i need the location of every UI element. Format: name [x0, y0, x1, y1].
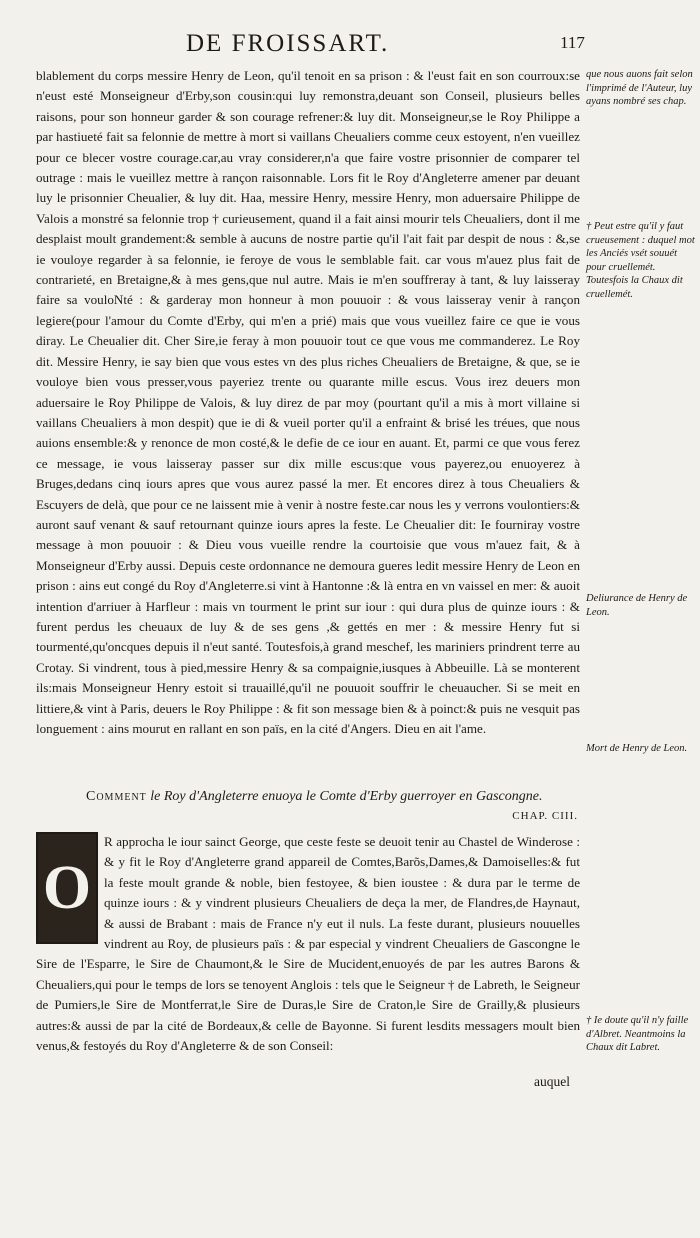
chapter-heading-title: le Roy d'Angleterre enuoya le Comte d'Erby guerroyer en Gascongne. — [150, 789, 543, 804]
main-text-block — [36, 66, 580, 739]
margin-note: † Peut estre qu'il y faut crueusement : duquel mot les Anciés vsét souuét pour cruellemét. Toutesfois la Chaux dit cruellemét. — [586, 221, 695, 300]
chapter-paragraph: R approcha le iour sainct George, que ceste feste se deuoit tenir au Chastel de Winderose : & y fit le Roy d'Angleterre grand appareil de Comtes,Barõs,Dames,& Damoiselles:& fut la feste moult grande & noble, bien festoyee, & bien ioustee : & dura par le terme de quinze iours : & y vindrent plusieurs Cheualiers de deça la mer, de Flandres,de Haynaut, & aussi de Brabant : mais de France n'y eut il nuls. La feste durant, plusieurs nouuelles vindrent au Roy, de plusieurs païs : & par especial y vindrent Cheualiers de Gascongne le Sire de l'Esparre, le Sire de Chaumont,& le Sire de Mucident,enuoyés de par les autres Barons & Cheualiers,qui pour le temps de lors se tenoyent Anglois : tels que le Seigneur † de Labreth, le Seigneur de Pumiers,le Sire de Montferrat,le Sire de Duras,le Sire de Craton,le Sire de Grailly,& plusieurs autres:& aussi de par la cité de Bordeaux,& celle de Bayonne. Si furent lesdits messagers moult bien venus,& festoyés du Roy d'Angleterre & de son Conseil: — [36, 834, 580, 1054]
chapter-number: CHAP. CIII. — [512, 810, 578, 822]
chapter-heading-caps: Comment — [86, 789, 147, 804]
chapter-text-block — [36, 832, 580, 1056]
chapter-heading — [86, 788, 586, 822]
page-number: 117 — [560, 33, 585, 52]
catchword: auquel — [534, 1074, 570, 1089]
margin-note: que nous auons fait selon l'imprimé de l'Auteur, luy ayans nombré ses chap. — [586, 69, 693, 107]
margin-note: † Ie doute qu'il n'y faille d'Albret. Neantmoins la Chaux dit Labret. — [586, 1015, 689, 1053]
decorated-initial: O — [36, 832, 98, 944]
margin-note: Deliurance de Henry de Leon. — [586, 593, 688, 618]
main-paragraph: blablement du corps messire Henry de Leon, qu'il tenoit en sa prison : & l'eust fait en son courroux:se n'eust esté Monseigneur d'Erby,son cousin:qui luy remonstra,deuant son Conseil, plusieurs belles raisons, pour son honneur garder & son courage refrener:& luy dit. Monseigneur,se le Roy Philippe a par hastiueté fait sa felonnie de mettre à mort si vaillans Cheualiers comme ceux estoyent, n'en vueillez pour ce blecer vostre courage.car,au vray considerer,n'a que faire vostre prisonnier de comparer tel outrage : mais le vueillez mettre à rançon raisonnable. Lors fit le Roy d'Angleterre amener par deuant luy le prisonnier Cheualier, & luy dit. Haa, messire Henry, messire Henry, mon aduersaire Philippe de Valois a monstré sa felonnie trop † curieusement, quand il a fait ainsi mourir tels Cheualiers, dont il me desplaist moult grandement:& semble à aucuns de nostre partie qu'il l'ait fait par despit de nous : &,se ie vouloye regarder à sa felonnie, ie feroye de vous le semblable fait. car vous m'auez plus fait de contrarieté, en Bretaigne,& à mes gens,que nul autre. Mais ie m'en souffreray à tant, & luy laisseray faire sa vouloNté : & garderay mon honneur à mon pouuoir : & vous laisseray venir à rançon legiere(pour l'amour du Comte d'Erby, qui m'en a prié) mais que vous vueillez faire ce que ie vous diray. Le Cheualier dit. Cher Sire,ie feray à mon pouuoir tout ce que vous me commanderez. Le Roy dit. Messire Henry, ie say bien que vous estes vn des plus riches Cheualiers de Bretaigne, & que, se ie vouloye bien vous presser,vous payeriez trente ou quarante mille escus. Vous irez deuers mon aduersaire le Roy Philippe de Valois, & luy direz de par moy (pourtant qu'il a mis à mort villaine si vaillans Cheualiers à mon despit) que ie di & vueil porter qu'il a enfraint & brisé les tréues, que nous auions ensemble:& y renonce de mon costé,& le defie de ce iour en auant. Et, parmi ce que vous ferez ce message, ie vous laisseray passer sur dix mille escus:que vous payerez,ou enuoyerez à Bruges,dedans cinq iours apres que vous aurez passé la mer. Et encores direz à tous Cheualiers & Escuyers de delà, que pour ce ne laissent mie à venir à nostre feste.car nous les y verrons voulontiers:& auront sauf venant & sauf retournant quinze iours apres la feste. Le Cheualier dit: Ie fourniray vostre message à mon pouuoir : & Dieu vous vueille rendre la courtoisie que vous m'auez fait, & à Monseigneur d'Erby aussi. Depuis ceste ordonnance ne demoura gueres ledit messire Henry de Leon en prison : ains eut congé du Roy d'Angleterre.si vint à Hantonne :& là entra en vn vaissel en mer: & auoit intention d'arriuer à Harfleur : mais vn tourment le print sur iour : qui dura plus de quinze iours : & furent perdus les cheuaux de luy & de ses gens ,& gettés en mer : & messire Henry fut si tourmenté,qu'oncques depuis il n'eut santé. Toutesfois,à grand meschef, les mariniers prindrent terre au Crotay. Si vindrent, tous à pied,messire Henry & sa compaignie,iusques à Abbeuille. Là se monterent ils:mais Monseigneur Henry estoit si trauaillé,qu'il ne pouuoit souffrir le cheuaucher. Si se meit en littiere,& vint à Paris, deuers le Roy Philippe : & fit son message bien & à poinct:& puis ne vesquit pas longuement : ains mourut en rallant en son païs, en la cité d'Angers. Dieu en ait l'ame. — [36, 68, 580, 736]
margin-note: Mort de Henry de Leon. — [586, 743, 688, 754]
running-head: DE FROISSART. — [186, 30, 390, 57]
